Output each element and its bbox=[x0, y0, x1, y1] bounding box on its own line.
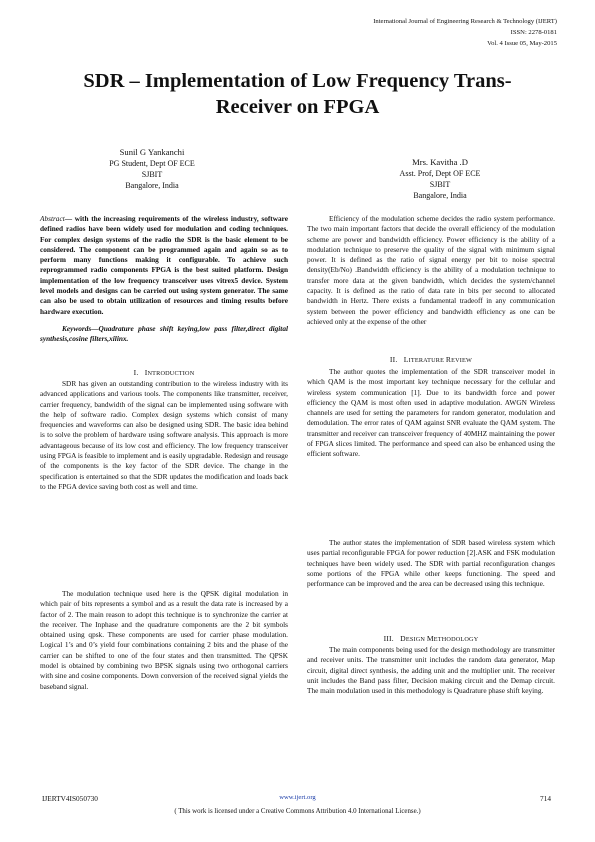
section-heading-introduction: I. INTRODUCTION bbox=[133, 368, 195, 377]
abstract-text: — with the increasing requirements of the wireless industry, software defined radios have been widely used for modulation and coding techniques. For complex design systems of the radio the SDR is the basic element to be considered. The component can be programmed again and again so as to perform many functions making it configurable. To achieve such reprogrammed radio components FPGA is the best suited platform. Design implementation of the low frequency transceiver uses vitrex5 device. System level models and designs can be carried out using system generator. The same can also be used to obtain utilization of resources and timing results before hardware execution. bbox=[40, 214, 288, 316]
author-institution: SJBIT bbox=[141, 170, 163, 179]
paragraph-efficiency: Efficiency of the modulation scheme decides the radio system performance. The two main important factors that decide the overall efficiency of the modulation scheme are power and bandwidth efficiency. Power efficiency is the ability of a modulation technique to preserve the quality of the signal with minimum signal power. It is defined as the ratio of signal energy per bit to noise spectral density(Eb/No) .Bandwidth efficiency is the ability of a modulation technique to transfer more data at the given bandwidth, which decides the system/channel capacity. It is defined as the ratio of data rate in bits per second to allocated bandwidth in Hertz. There exists a fundamental tradeoff in any communication system between the power efficiency and bandwidth efficiency as one can be achieved only at the expense of the other bbox=[307, 214, 555, 326]
author-block-2 bbox=[340, 157, 540, 201]
page-number: 714 bbox=[540, 794, 551, 803]
journal-name: International Journal of Engineering Research & Technology (IJERT) bbox=[373, 18, 557, 25]
issn: ISSN: 2278-0181 bbox=[510, 29, 557, 36]
author-institution: SJBIT bbox=[429, 180, 451, 189]
author-location: Bangalore, India bbox=[413, 191, 467, 200]
author-name: Mrs. Kavitha .D bbox=[412, 157, 468, 167]
abstract bbox=[40, 214, 288, 317]
author-location: Bangalore, India bbox=[125, 181, 179, 190]
paragraph-literature-2: The author states the implementation of SDR based wireless system which uses partial reconfigurable FPGA for power reduction [2].ASK and FSK modulation techniques have been widely used. The SDR with partial reconfiguration changes some portions of the FPGA while other keeps functioning. The speed and performance can be improved and the area can be decreased using this technique. bbox=[307, 538, 555, 589]
license-notice: ( This work is licensed under a Creative Commons Attribution 4.0 International License.) bbox=[174, 808, 421, 815]
paragraph-intro-1: SDR has given an outstanding contribution to the wireless industry with its advanced applications and various tools. The components like transmitter, receiver, carrier frequency, bandwidth of the signal can be implemented using software with the help of software radio. Complex design systems which consist of many frequencies and waveforms can also be designed using SDR. The basic idea behind is to solve the problem of hardware using software analysis. This approach is more advantageous because of its low cost and efficiency. The low frequency transceiver using FPGA is feasible to implement and is easily upgradable. Redesign and reusage of the components is the key factor of the SDR device. The change in the specification is entertained so that the SDR updates the modification and loads back to the FPGA device saving both cost as well and time. bbox=[40, 379, 288, 491]
paper-title bbox=[30, 68, 565, 120]
paragraph-intro-2: The modulation technique used here is the QPSK digital modulation in which pair of bits represents a symbol and as a result the data rate is increased by a factor of 2. The main reason to adopt this technique is to synchronize the carrier at the receiver. The Inphase and the quadrature components are the 2 bit symbols obtained using qpsk. These components are used for carrier phase modulation. Logical 1’s and 0’s yield four combinations containing 2 bits and the phase of the carrier can be shifted to one of the four states and then transmitted. The QPSK model is obtained by combining two BPSK signals using two orthogonal carriers with sine and cosine components. Down conversion of the received signal yields the baseband signal. bbox=[40, 589, 288, 691]
author-role: PG Student, Dept OF ECE bbox=[109, 159, 195, 168]
website-link[interactable]: www.ijert.org bbox=[279, 794, 316, 801]
journal-header bbox=[373, 16, 557, 49]
paragraph-literature-1: The author quotes the implementation of the SDR transceiver model in which QAM is the most important key technique necessary for the cellular and wireless system communication [1]. Due to its bandwidth force and power efficiency the QAM is most often used in adaptive modulation. AWGN Wireless channels are used for setting the parameters for random generator, modulation and demodulation. The error rates of QAM against SNR evaluate the QAM system. The transmitter and receiver can transceiver frequency of 40MHZ maintaining the power of FPGA slices limited. The performance and speed can also be enhanced using the efficient software. bbox=[307, 367, 555, 459]
paper-id: IJERTV4IS050730 bbox=[42, 794, 98, 803]
volume-issue: Vol. 4 Issue 05, May-2015 bbox=[487, 40, 557, 47]
author-role: Asst. Prof, Dept OF ECE bbox=[399, 169, 481, 178]
section-heading-design-methodology: III. DESIGN METHODOLOGY bbox=[383, 634, 479, 643]
title-line-2: Receiver on FPGA bbox=[215, 96, 380, 118]
title-line-1: SDR – Implementation of Low Frequency Trans- bbox=[83, 70, 512, 92]
abstract-label: Abstract bbox=[40, 214, 65, 223]
author-block-1 bbox=[52, 147, 252, 191]
paragraph-design-1: The main components being used for the design methodology are transmitter and receiver units. The transmitter unit includes the random data generator, Map circuit, digital direct synthesis, the adding unit and the multiplier unit. The receiver unit includes the Band pass filter, Decision making circuit and the Demap circuit. The main modulation used in this methodology is Quadrature phase shift keying. bbox=[307, 645, 555, 696]
section-heading-literature-review: II. LITERATURE REVIEW bbox=[389, 355, 473, 364]
keywords: Keywords—Quadrature phase shift keying,low pass filter,direct digital synthesis,cosine filters,xilinx. bbox=[40, 324, 288, 344]
author-name: Sunil G Yankanchi bbox=[119, 147, 185, 157]
